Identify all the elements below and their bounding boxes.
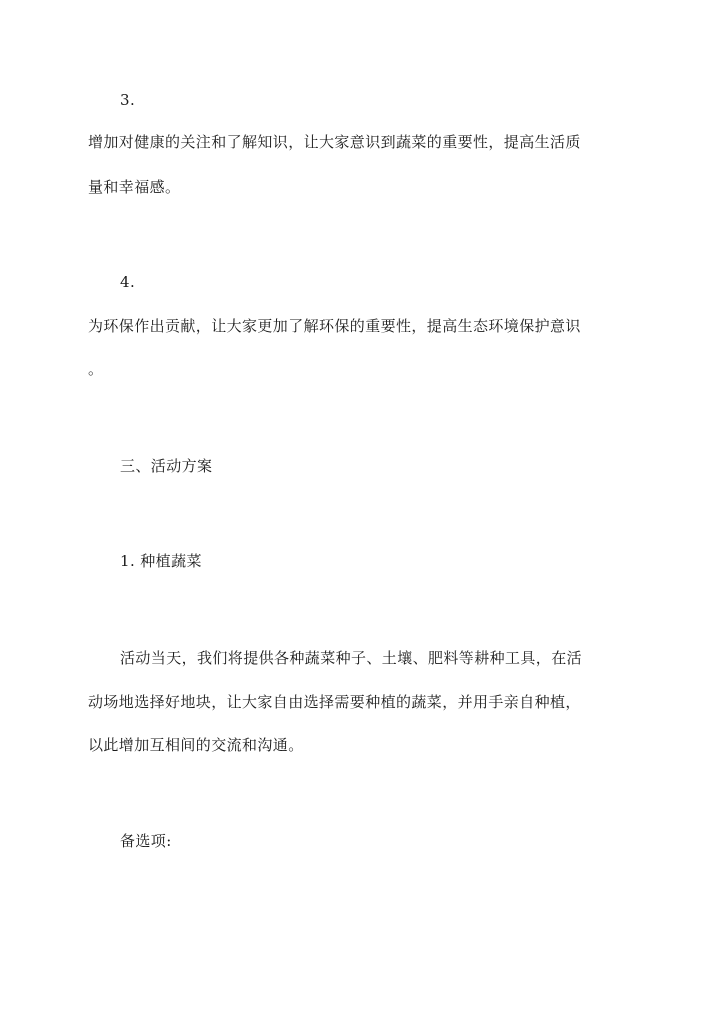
options-label: 备选项:: [120, 832, 172, 850]
subsection-heading: 1. 种植蔬菜: [120, 552, 202, 570]
paragraph-line: 动场地选择好地块，让大家自由选择需要种植的蔬菜，并用手亲自种植，: [88, 693, 581, 711]
item-text-line: 量和幸福感。: [88, 178, 181, 196]
item-number: 3.: [120, 91, 136, 109]
paragraph-line: 活动当天，我们将提供各种蔬菜种子、土壤、肥料等耕种工具，在活: [120, 649, 583, 667]
section-heading: 三、活动方案: [120, 457, 213, 475]
paragraph-line: 以此增加互相间的交流和沟通。: [88, 736, 304, 754]
item-number: 4.: [120, 273, 136, 291]
item-text-line: 为环保作出贡献，让大家更加了解环保的重要性，提高生态环境保护意识: [88, 317, 581, 335]
item-text-line: 增加对健康的关注和了解知识，让大家意识到蔬菜的重要性，提高生活质: [88, 133, 581, 151]
item-text-line: 。: [88, 360, 104, 378]
